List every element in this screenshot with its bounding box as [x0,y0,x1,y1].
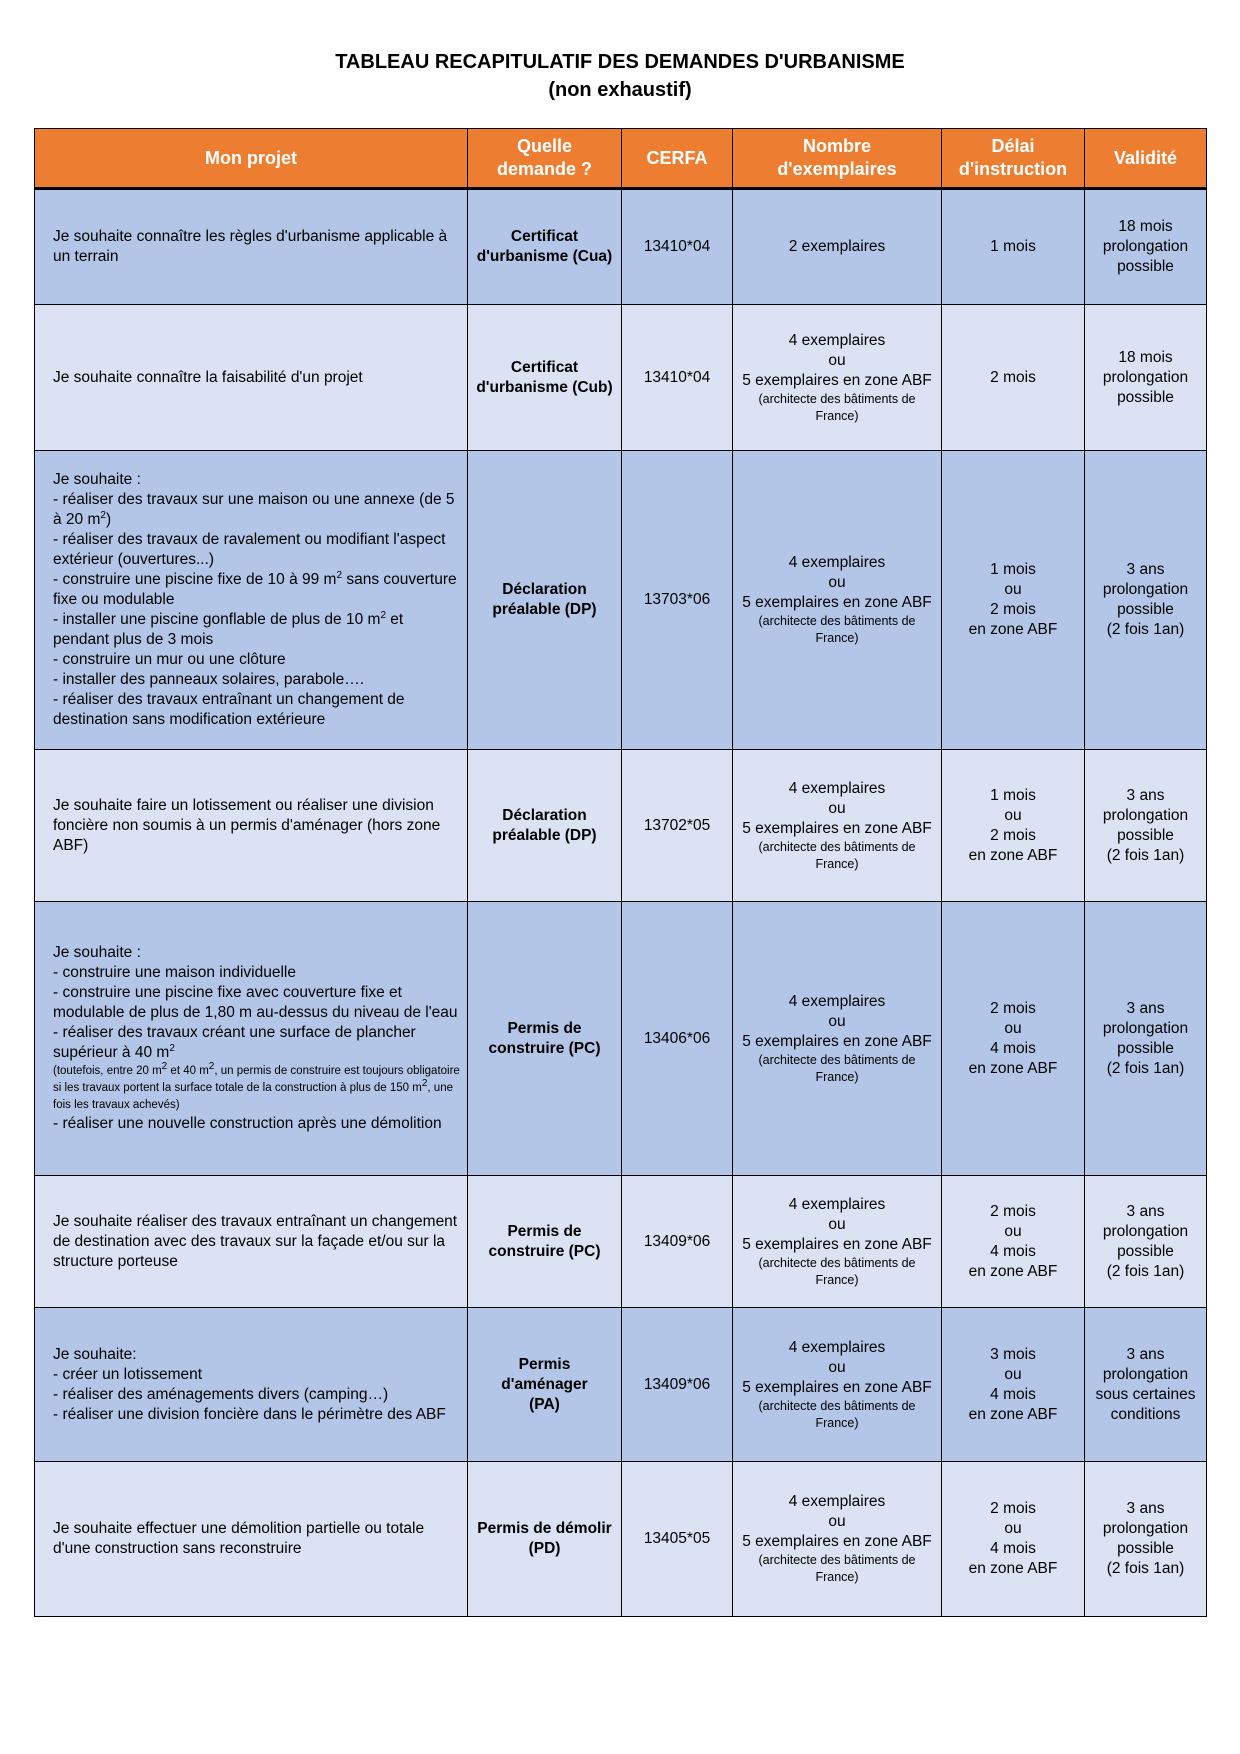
header-quelle-demande: Quelle demande ? [468,129,622,189]
cell-projet: Je souhaite faire un lotissement ou réaliser une division foncière non soumis à un permis d'aménager (hors zone ABF) [35,750,468,902]
cell-cerfa: 13405*05 [622,1462,733,1617]
cell-delai: 2 mois [942,305,1085,451]
table-row [35,750,1207,902]
cell-validite: 18 mois prolongation possible [1085,305,1207,451]
cell-demande: Déclaration préalable (DP) [468,451,622,750]
cell-exemplaires: 4 exemplaires ou 5 exemplaires en zone ABF (architecte des bâtiments de France) [733,1308,942,1462]
cell-exemplaires: 2 exemplaires [733,189,942,305]
cell-validite: 3 ans prolongation possible (2 fois 1an) [1085,750,1207,902]
cell-delai: 1 mois ou 2 mois en zone ABF [942,451,1085,750]
table-row [35,305,1207,451]
cell-validite: 3 ans prolongation possible (2 fois 1an) [1085,1462,1207,1617]
table-row [35,902,1207,1176]
header-cerfa: CERFA [622,129,733,189]
table-row [35,1308,1207,1462]
cell-cerfa: 13410*04 [622,305,733,451]
cell-delai: 2 mois ou 4 mois en zone ABF [942,1176,1085,1308]
document-title [0,48,1240,104]
cell-projet: Je souhaite connaître les règles d'urbanisme applicable à un terrain [35,189,468,305]
cell-exemplaires: 4 exemplaires ou 5 exemplaires en zone ABF (architecte des bâtiments de France) [733,1176,942,1308]
cell-demande: Déclaration préalable (DP) [468,750,622,902]
cell-validite: 18 mois prolongation possible [1085,189,1207,305]
cell-demande: Permis de démolir (PD) [468,1462,622,1617]
header-validite: Validité [1085,129,1207,189]
cell-exemplaires: 4 exemplaires ou 5 exemplaires en zone ABF (architecte des bâtiments de France) [733,902,942,1176]
title-sub: (non exhaustif) [548,79,692,101]
cell-projet: Je souhaite : - construire une maison individuelle - construire une piscine fixe avec couverture fixe et modulable de plus de 1,80 m au-dessus du niveau de l'eau - réaliser des travaux créant une surface de plancher supérieur à 40 $m^2$ (toutefois, entre 20 $m^2$ et 40 $m^2$, un permis de construire est toujours obligatoire si les travaux portent la surface totale de la construction à plus de 150 $m^2$, une fois les travaux achevés) - réaliser une nouvelle construction après une démolition [35,902,468,1176]
cell-validite: 3 ans prolongation possible (2 fois 1an) [1085,902,1207,1176]
table-row [35,1462,1207,1617]
title-main: TABLEAU RECAPITULATIF DES DEMANDES D'URBANISME [335,51,905,73]
cell-exemplaires: 4 exemplaires ou 5 exemplaires en zone ABF (architecte des bâtiments de France) [733,750,942,902]
cell-exemplaires: 4 exemplaires ou 5 exemplaires en zone ABF (architecte des bâtiments de France) [733,305,942,451]
cell-validite: 3 ans prolongation sous certaines conditions [1085,1308,1207,1462]
header-mon-projet: Mon projet [35,129,468,189]
cell-cerfa: 13702*05 [622,750,733,902]
cell-exemplaires: 4 exemplaires ou 5 exemplaires en zone ABF (architecte des bâtiments de France) [733,1462,942,1617]
cell-projet: Je souhaite effectuer une démolition partielle ou totale d'une construction sans reconstruire [35,1462,468,1617]
cell-projet: Je souhaite : - réaliser des travaux sur une maison ou une annexe (de 5 à 20 $m^2$) - réaliser des travaux de ravalement ou modifiant l'aspect extérieur (ouvertures...) - construire une piscine fixe de 10 à 99 $m^2$ sans couverture fixe ou modulable - installer une piscine gonflable de plus de 10 $m^2$ et pendant plus de 3 mois - construire un mur ou une clôture - installer des panneaux solaires, parabole…. - réaliser des travaux entraînant un changement de destination sans modification extérieure [35,451,468,750]
cell-demande: Permis de construire (PC) [468,902,622,1176]
cell-delai: 2 mois ou 4 mois en zone ABF [942,902,1085,1176]
table-row [35,451,1207,750]
cell-cerfa: 13409*06 [622,1176,733,1308]
cell-validite: 3 ans prolongation possible (2 fois 1an) [1085,451,1207,750]
cell-delai: 1 mois [942,189,1085,305]
cell-demande: Permis d'aménager (PA) [468,1308,622,1462]
cell-cerfa: 13410*04 [622,189,733,305]
cell-cerfa: 13409*06 [622,1308,733,1462]
table-row [35,189,1207,305]
summary-table [34,128,1207,1617]
cell-delai: 1 mois ou 2 mois en zone ABF [942,750,1085,902]
cell-demande: Certificat d'urbanisme (Cub) [468,305,622,451]
cell-projet: Je souhaite: - créer un lotissement - réaliser des aménagements divers (camping…) - réaliser une division foncière dans le périmètre des ABF [35,1308,468,1462]
cell-exemplaires: 4 exemplaires ou 5 exemplaires en zone ABF (architecte des bâtiments de France) [733,451,942,750]
header-delai-instruction: Délai d'instruction [942,129,1085,189]
cell-delai: 2 mois ou 4 mois en zone ABF [942,1462,1085,1617]
cell-cerfa: 13703*06 [622,451,733,750]
cell-demande: Permis de construire (PC) [468,1176,622,1308]
cell-demande: Certificat d'urbanisme (Cua) [468,189,622,305]
cell-projet: Je souhaite réaliser des travaux entraînant un changement de destination avec des travaux sur la façade et/ou sur la structure porteuse [35,1176,468,1308]
table-row [35,1176,1207,1308]
table-header-row [35,129,1207,189]
cell-delai: 3 mois ou 4 mois en zone ABF [942,1308,1085,1462]
cell-cerfa: 13406*06 [622,902,733,1176]
header-nombre-exemplaires: Nombre d'exemplaires [733,129,942,189]
cell-projet: Je souhaite connaître la faisabilité d'un projet [35,305,468,451]
cell-validite: 3 ans prolongation possible (2 fois 1an) [1085,1176,1207,1308]
